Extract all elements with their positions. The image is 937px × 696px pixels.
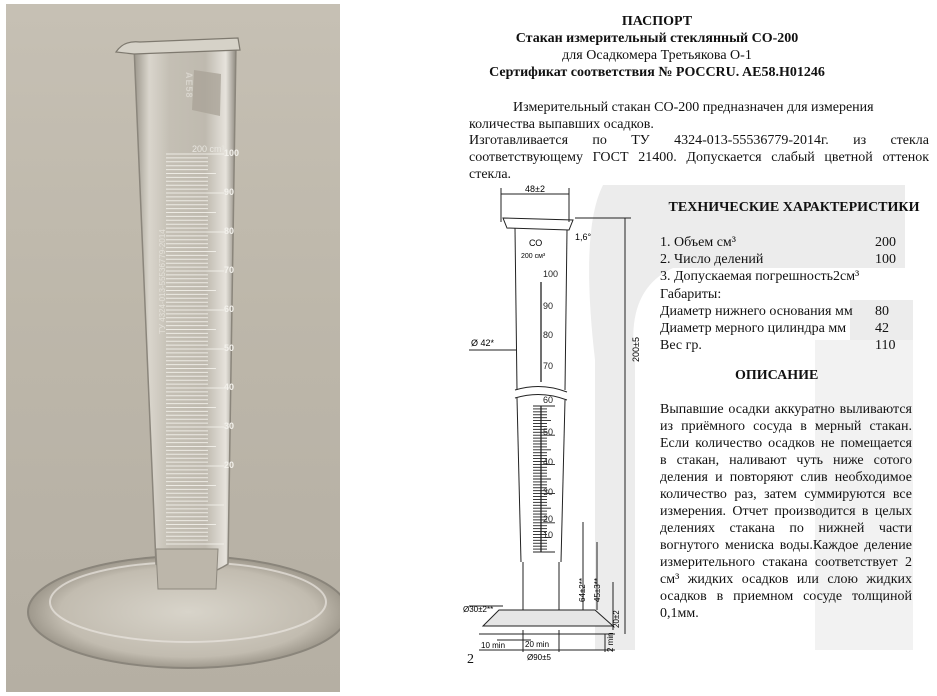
dim-64: 64±2** <box>578 578 587 602</box>
spec-value: 80 <box>875 303 889 319</box>
page-number: 2 <box>467 652 474 667</box>
dim-diameter: Ø 42* <box>471 338 495 348</box>
drawing-scale-label: 20 <box>543 514 554 524</box>
photo-scale-label: 20 <box>224 460 235 470</box>
intro-paragraph: Измерительный стакан СО-200 предназначен для измерения количества выпавших осадков. <box>469 100 874 132</box>
photo-vertical-text: ТУ 4324-013-55536779-2014 <box>158 229 167 334</box>
drawing-scale-label: 90 <box>543 301 554 311</box>
photo-scale-label: 30 <box>224 421 235 431</box>
dim-20: 20±2 <box>612 610 621 628</box>
photo-scale-label: 100 <box>224 148 240 158</box>
product-photo <box>6 4 340 692</box>
dim-top-width: 48±2 <box>525 184 545 194</box>
drawing-scale-label: 40 <box>543 457 554 467</box>
spec-label: Диаметр нижнего основания мм <box>660 303 853 319</box>
spec-label: Вес гр. <box>660 338 702 354</box>
spec-label: Диаметр мерного цилиндра мм <box>660 321 847 336</box>
photo-code-mark: АЕ58 <box>184 72 194 99</box>
drawing-co-label: СО <box>529 238 543 248</box>
drawing-scale-label: 80 <box>543 330 554 340</box>
dim-90: Ø90±5 <box>527 653 551 662</box>
manufacture-paragraph: Изготавливается по ТУ 4324-013-55536779-2014г. из стекла соответствующему ГОСТ 21400. Допускается слабый цветной оттенок стекла. <box>469 133 929 182</box>
spec-label: 3. Допускаемая погрешность2см³ <box>660 269 860 285</box>
description-text: Выпавшие осадки аккуратно выливаются из приёмного сосуда в мерный стакан. Если количество осадков не помещается в стакан, наливают чуть ниже сотого деления и повторяют слив необходимое количество раз, затем суммируются все измерения. Отчет производится в целых делениях стакана по нижней части вогнутого мениска воды.Каждое деление измерительного стакана соответствует 2 см³ жидких осадков или слою жидких осадков в приемном сосуде толщиной 0,1мм. <box>660 402 912 621</box>
photo-volume-mark: 200 cm³ <box>192 144 225 154</box>
dim-height: 200±5 <box>631 337 641 362</box>
dim-30: Ø30±2** <box>463 605 494 614</box>
doc-title: ПАСПОРТ <box>621 14 693 29</box>
dim-angle: 1,6° <box>575 232 592 242</box>
spec-label: Габариты: <box>660 286 722 302</box>
spec-label: 2. Число делений <box>660 252 764 268</box>
doc-certificate: Сертификат соответствия № POCCRU. AE58.H01246 <box>489 65 825 80</box>
photo-scale-label: 60 <box>224 304 235 314</box>
passport-document <box>345 0 937 696</box>
spec-value: 110 <box>875 338 896 354</box>
doc-subtitle-2: для Осадкомера Третьякова О-1 <box>562 48 752 63</box>
spec-value: 42 <box>875 321 889 336</box>
photo-scale-label: 90 <box>224 187 235 197</box>
dim-10: 10 min <box>481 641 506 650</box>
drawing-scale-label: 50 <box>543 427 554 437</box>
technical-drawing <box>463 182 663 662</box>
drawing-scale-label: 30 <box>543 487 554 497</box>
description-title: ОПИСАНИЕ <box>735 368 819 383</box>
dim-20min: 20 min <box>525 640 550 649</box>
drawing-cap-label: 200 см³ <box>521 253 546 260</box>
photo-scale-label: 40 <box>224 382 235 392</box>
spec-value: 100 <box>875 252 896 268</box>
photo-scale-label: 50 <box>224 343 235 353</box>
drawing-scale-label: 60 <box>543 395 554 405</box>
dim-2min: 2 min <box>606 632 615 652</box>
cylinder-illustration <box>6 4 340 692</box>
doc-subtitle: Стакан измерительный стеклянный СО-200 <box>515 31 799 46</box>
specs-title: ТЕХНИЧЕСКИЕ ХАРАКТЕРИСТИКИ <box>668 200 920 215</box>
drawing-scale-label: 100 <box>543 269 559 279</box>
photo-scale-label: 70 <box>224 265 235 275</box>
spec-value: 200 <box>875 235 896 250</box>
drawing-scale-label: 70 <box>543 361 554 371</box>
drawing-scale-label: 10 <box>543 530 554 540</box>
spec-label: 1. Объем см³ <box>660 235 736 250</box>
photo-scale-label: 80 <box>224 226 235 236</box>
dim-45: 45±3** <box>593 578 602 602</box>
